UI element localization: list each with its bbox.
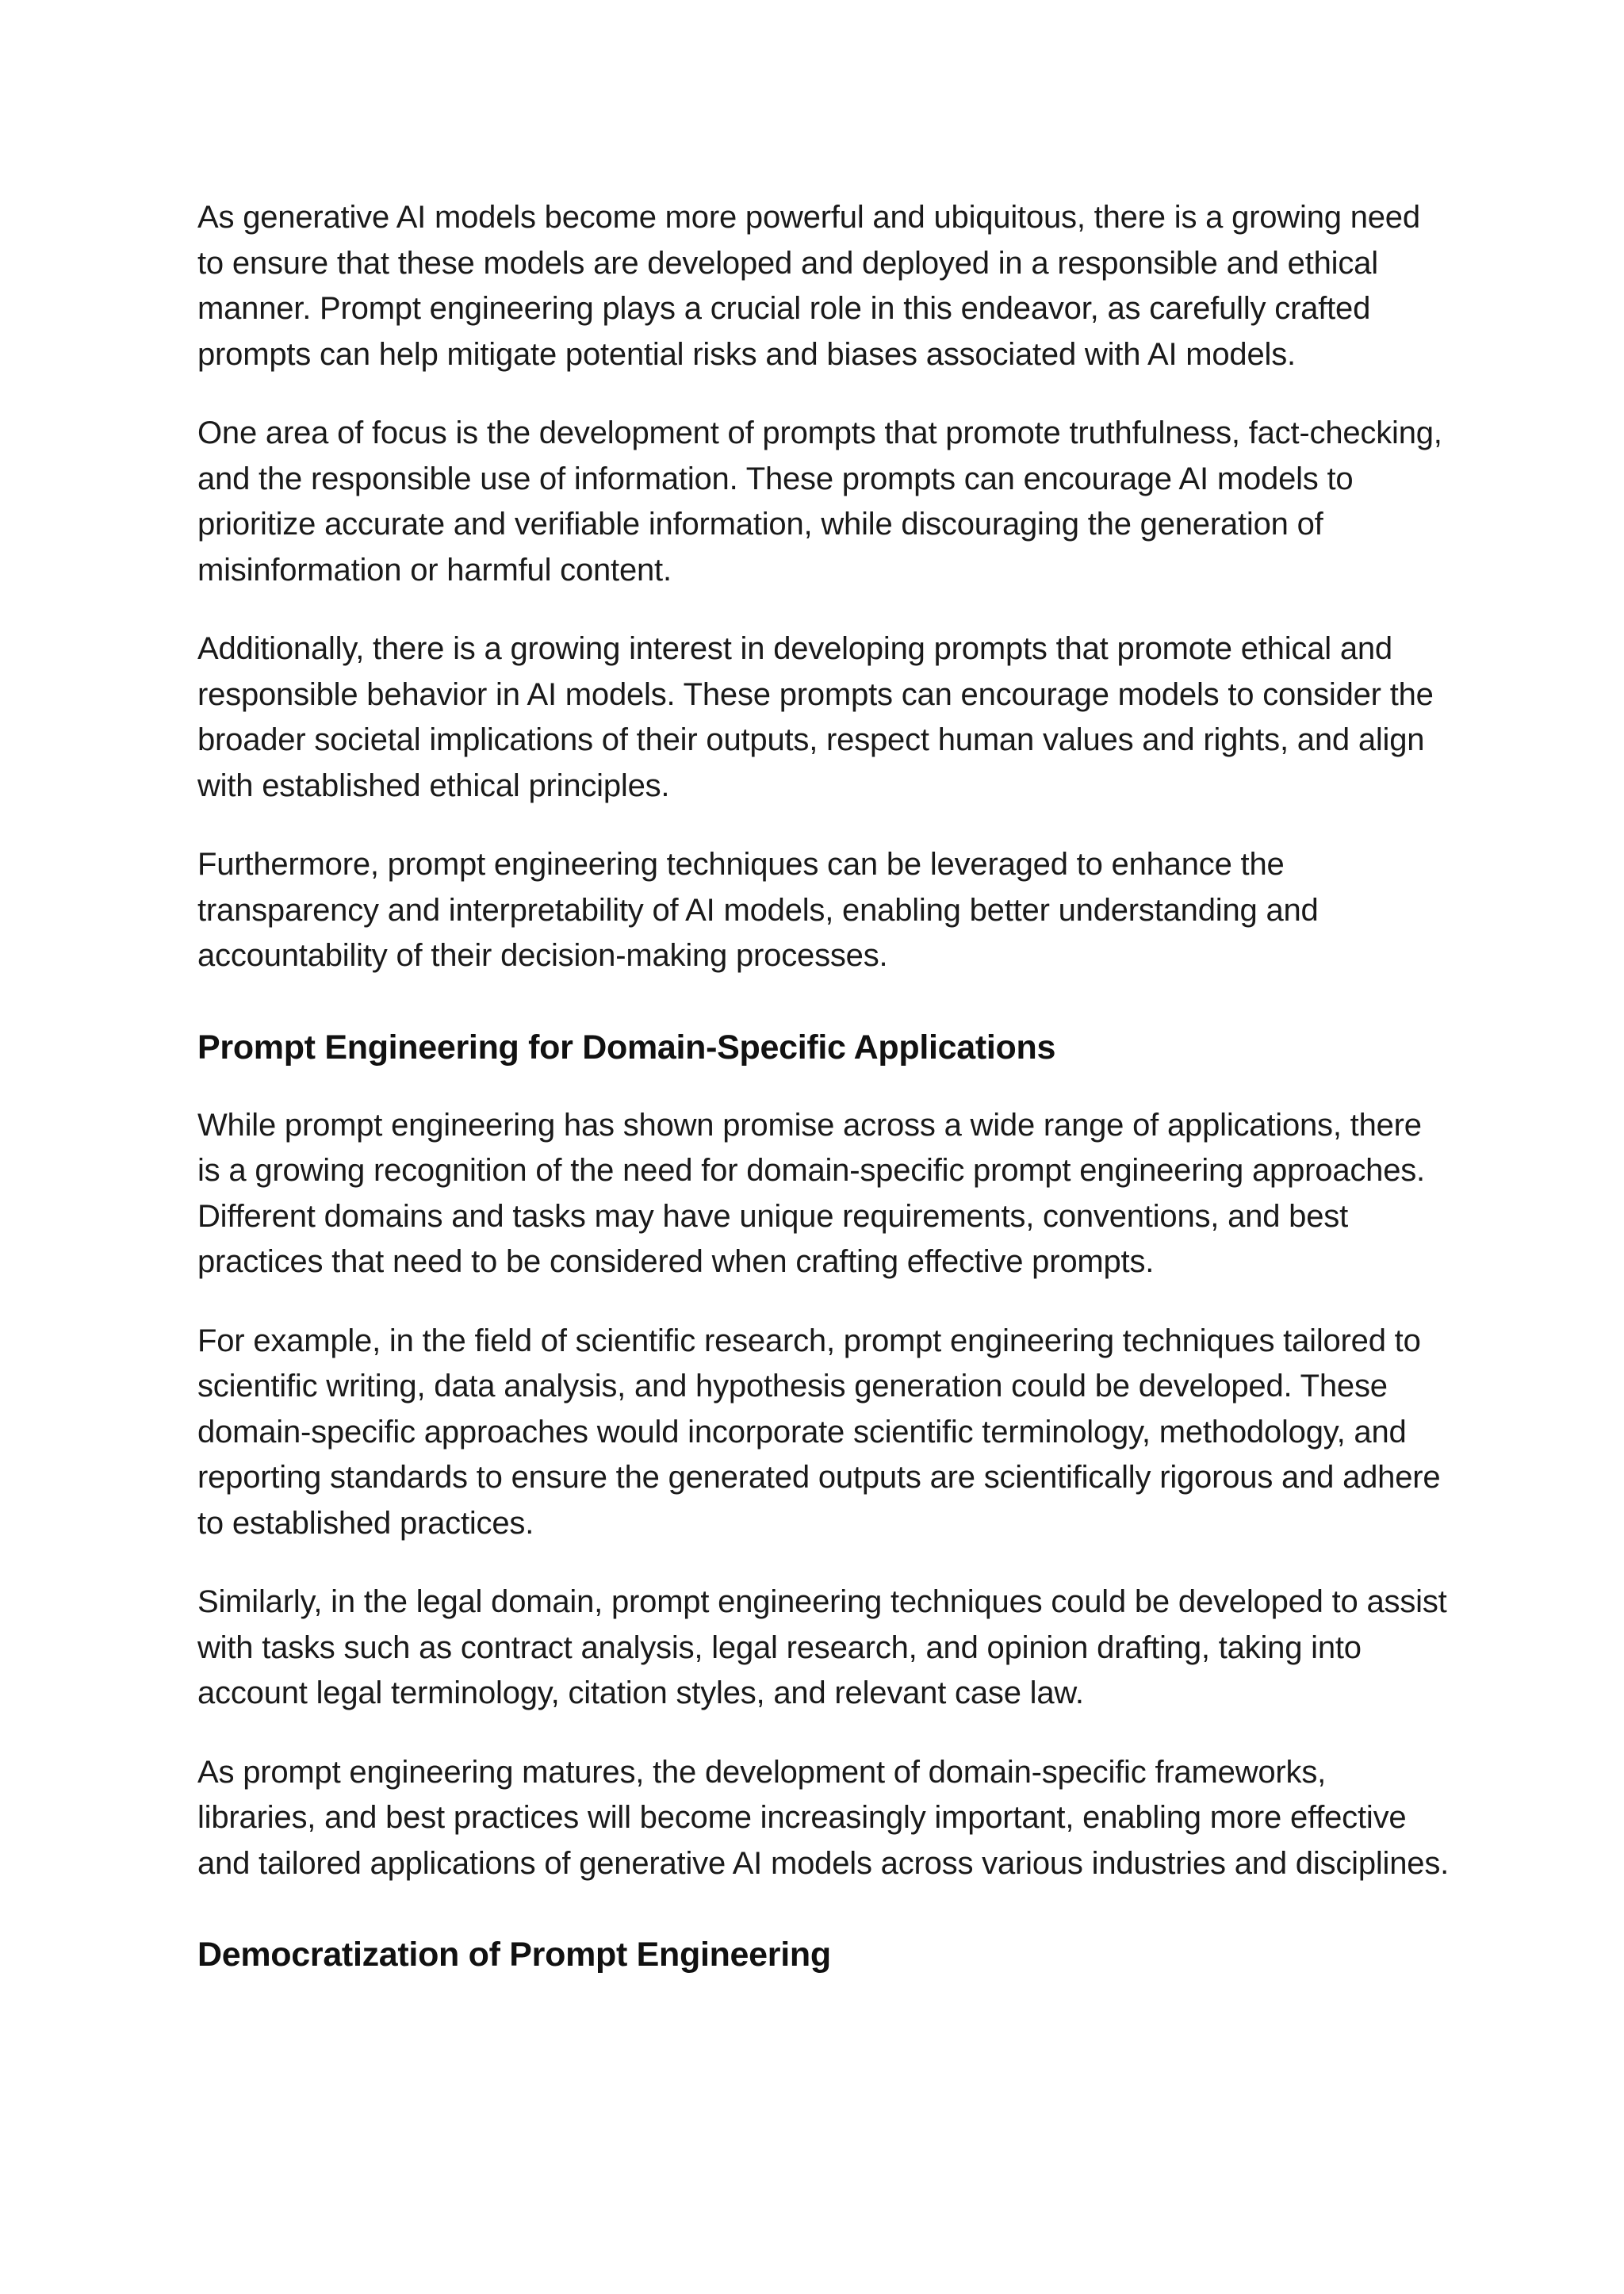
paragraph-legal-domain: Similarly, in the legal domain, prompt engineering techniques could be developed to assist with tasks such as contract analysis, legal research, and opinion drafting, taking into account legal terminology, citation styles, and relevant case law. [197,1584,1447,1710]
paragraph-responsible-ai: As generative AI models become more powerful and ubiquitous, there is a growing need to ensure that these models are developed and deployed in a responsible and ethical manner. Prompt engineering plays a crucial role in this endeavor, as carefully crafted prompts can help mitigate potential risks and biases associated with AI models. [197,200,1420,372]
section-heading-democratization: Democratization of Prompt Engineering [197,1936,831,1974]
document-body [197,195,1450,2010]
paragraph-transparency: Furthermore, prompt engineering techniques can be leveraged to enhance the transparency and interpretability of AI models, enabling better understanding and accountability of their decision-making processes. [197,847,1319,973]
paragraph-ethical-behavior: Additionally, there is a growing interest in developing prompts that promote ethical and responsible behavior in AI models. These prompts can encourage models to consider the broader societal implications of their outputs, respect human values and rights, and align with established ethical principles. [197,631,1434,803]
paragraph-domain-frameworks: As prompt engineering matures, the development of domain-specific frameworks, libraries, and best practices will become increasingly important, enabling more effective and tailored applications of generative AI models across various industries and disciplines. [197,1754,1450,1881]
paragraph-domain-intro: While prompt engineering has shown promise across a wide range of applications, there is a growing recognition of the need for domain-specific prompt engineering approaches. Different domains and tasks may have unique requirements, conventions, and best practices that need to be considered when crafting effective prompts. [197,1107,1425,1279]
paragraph-scientific-research: For example, in the field of scientific research, prompt engineering techniques tailored to scientific writing, data analysis, and hypothesis generation could be developed. These domain-specific approaches would incorporate scientific terminology, methodology, and reporting standards to ensure the generated outputs are scientifically rigorous and adhere to established practices. [197,1323,1441,1541]
paragraph-truthfulness: One area of focus is the development of prompts that promote truthfulness, fact-checking, and the responsible use of information. These prompts can encourage AI models to prioritize accurate and verifiable information, while discouraging the generation of misinformation or harmful content. [197,416,1442,588]
section-heading-domain-specific: Prompt Engineering for Domain-Specific Applications [197,1028,1056,1067]
